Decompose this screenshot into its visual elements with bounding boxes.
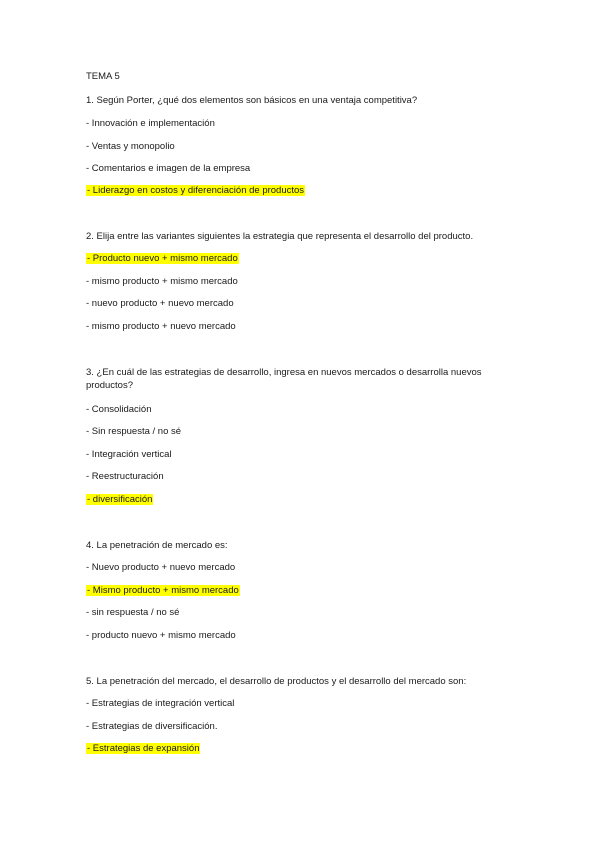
question-4-option-2-correct: [86, 584, 240, 597]
question-3-option-3: [86, 448, 172, 461]
question-2-prompt: 2. Elija entre las variantes siguientes la estrategia que representa el desarrollo del producto.: [86, 231, 474, 242]
question-3-option-4: [86, 470, 164, 483]
option-text: - producto nuevo + mismo mercado: [86, 630, 236, 641]
highlighted-answer: - diversificación: [87, 494, 153, 505]
question-1-option-1: [86, 117, 215, 130]
option-text: - Nuevo producto + nuevo mercado: [86, 562, 236, 573]
option-text: - Sin respuesta / no sé: [86, 426, 182, 437]
option-text: - Estrategias de integración vertical: [86, 698, 235, 709]
option-text: - nuevo producto + nuevo mercado: [86, 298, 234, 309]
option-text: - Reestructuración: [86, 471, 164, 482]
question-3-prompt: 3. ¿En cuál de las estrategias de desarrollo, ingresa en nuevos mercados o desarrolla nuevos productos?: [86, 367, 482, 391]
question-1-option-4-correct: [86, 184, 305, 197]
question-5-prompt: 5. La penetración del mercado, el desarrollo de productos y el desarrollo del mercado son:: [86, 676, 467, 687]
question-2-option-2: [86, 275, 238, 288]
question-5-option-3-correct: [86, 742, 200, 755]
option-text: - mismo producto + mismo mercado: [86, 276, 238, 287]
question-2-option-1-correct: [86, 252, 239, 265]
question-4-prompt: 4. La penetración de mercado es:: [86, 540, 228, 551]
question-5-option-1: [86, 697, 234, 710]
highlighted-answer: - Liderazgo en costos y diferenciación de productos: [87, 185, 305, 196]
highlighted-answer: - Estrategias de expansión: [87, 743, 200, 754]
highlighted-answer: - Producto nuevo + mismo mercado: [87, 253, 238, 264]
question-3-option-1: [86, 403, 151, 416]
option-text: - Ventas y monopolio: [86, 141, 175, 152]
option-text: - mismo producto + nuevo mercado: [86, 321, 236, 332]
option-text: - sin respuesta / no sé: [86, 607, 180, 618]
document-title: TEMA 5: [86, 71, 120, 82]
question-1-prompt: 1. Según Porter, ¿qué dos elementos son básicos en una ventaja competitiva?: [86, 95, 418, 106]
option-text: - Comentarios e imagen de la empresa: [86, 163, 251, 174]
question-2-option-4: [86, 320, 236, 333]
question-2-option-3: [86, 297, 234, 310]
question-4-option-4: [86, 629, 236, 642]
option-text: - Innovación e implementación: [86, 118, 215, 129]
question-4-option-3: [86, 606, 179, 619]
question-3-option-5-correct: [86, 493, 153, 506]
highlighted-answer: - Mismo producto + mismo mercado: [87, 585, 239, 596]
question-3-option-2: [86, 425, 181, 438]
option-text: - Integración vertical: [86, 449, 172, 460]
question-1-option-3: [86, 162, 250, 175]
question-1-option-2: [86, 140, 175, 153]
option-text: - Estrategias de diversificación.: [86, 721, 218, 732]
question-5-option-2: [86, 720, 217, 733]
option-text: - Consolidación: [86, 404, 152, 415]
question-4-option-1: [86, 561, 235, 574]
